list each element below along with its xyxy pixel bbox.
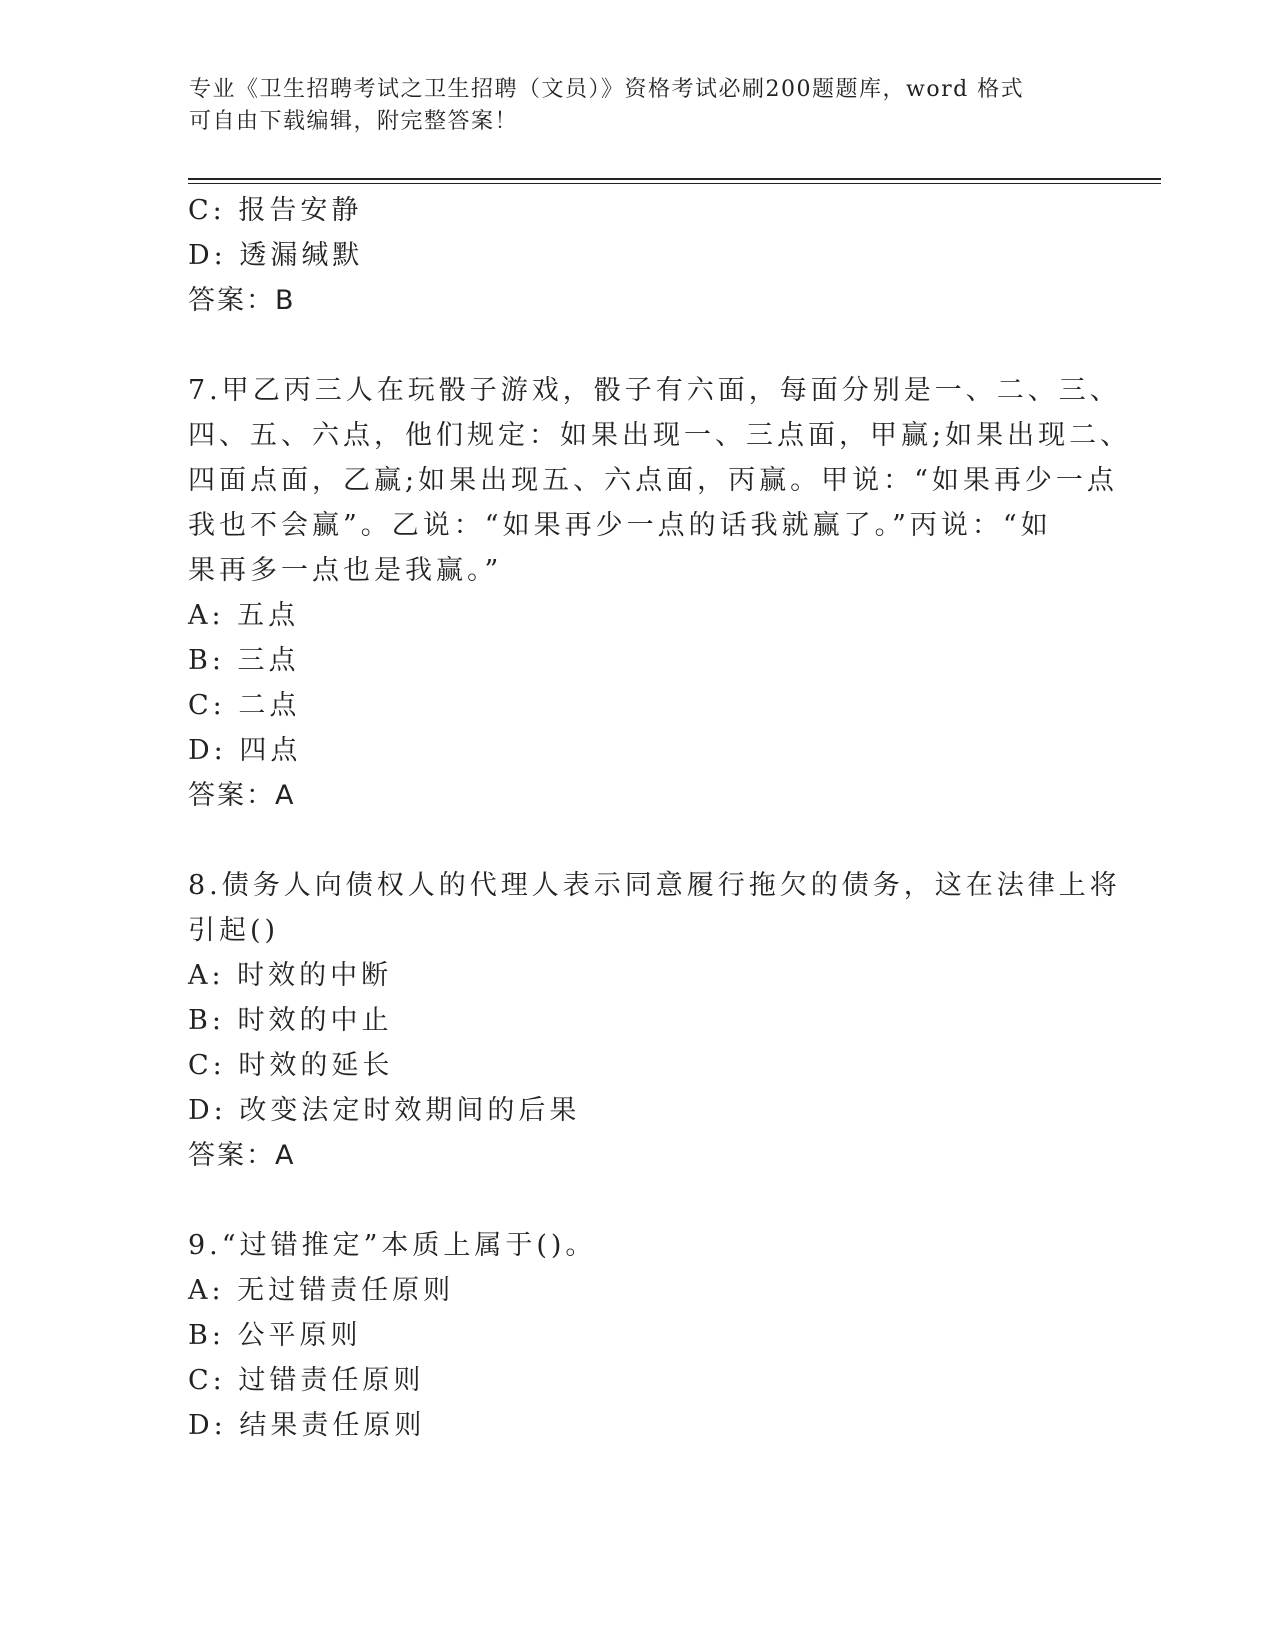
q6-option-d: D: 透漏缄默 — [188, 240, 364, 271]
q9-option-a: A: 无过错责任原则 — [188, 1275, 455, 1306]
q7-stem-line-5: 果再多一点也是我赢。” — [188, 555, 503, 586]
q8-option-b: B: 时效的中止 — [188, 1005, 393, 1036]
header-line-2: 可自由下载编辑，附完整答案！ — [189, 109, 519, 134]
q7-answer: 答案：A — [188, 780, 296, 811]
q6-answer: 答案：B — [188, 285, 296, 316]
q8-stem-line-2: 引起() — [188, 915, 280, 946]
q7-option-a: A: 五点 — [188, 600, 300, 631]
header-rule-thick — [188, 178, 1161, 180]
q7-stem-line-3: 四面点面，乙赢;如果出现五、六点面，丙赢。甲说：“如果再少一点 — [188, 465, 1118, 496]
q9-option-d: D: 结果责任原则 — [188, 1410, 426, 1441]
q8-stem-line-1: 8.债务人向债权人的代理人表示同意履行拖欠的债务，这在法律上将 — [188, 870, 1121, 901]
q6-option-c: C: 报告安静 — [188, 195, 363, 226]
q8-option-c: C: 时效的延长 — [188, 1050, 394, 1081]
q9-stem: 9.“过错推定”本质上属于()。 — [188, 1230, 597, 1261]
q8-option-d: D: 改变法定时效期间的后果 — [188, 1095, 581, 1126]
q7-option-d: D: 四点 — [188, 735, 302, 766]
header-rule-thin — [188, 183, 1161, 184]
q8-answer: 答案：A — [188, 1140, 296, 1171]
q7-option-b: B: 三点 — [188, 645, 300, 676]
q7-option-c: C: 二点 — [188, 690, 301, 721]
q7-stem-line-1: 7.甲乙丙三人在玩骰子游戏，骰子有六面，每面分别是一、二、三、 — [188, 375, 1121, 406]
q9-option-b: B: 公平原则 — [188, 1320, 362, 1351]
q8-option-a: A: 时效的中断 — [188, 960, 393, 991]
q7-stem-line-2: 四、五、六点，他们规定：如果出现一、三点面，甲赢;如果出现二、 — [188, 420, 1132, 451]
q9-option-c: C: 过错责任原则 — [188, 1365, 425, 1396]
q7-stem-line-4: 我也不会赢”。乙说：“如果再少一点的话我就赢了。”丙说：“如 — [188, 510, 1052, 541]
document-header — [189, 74, 1069, 138]
header-line-1: 专业《卫生招聘考试之卫生招聘（文员）》资格考试必刷200题题库，word 格式 — [189, 77, 1025, 102]
